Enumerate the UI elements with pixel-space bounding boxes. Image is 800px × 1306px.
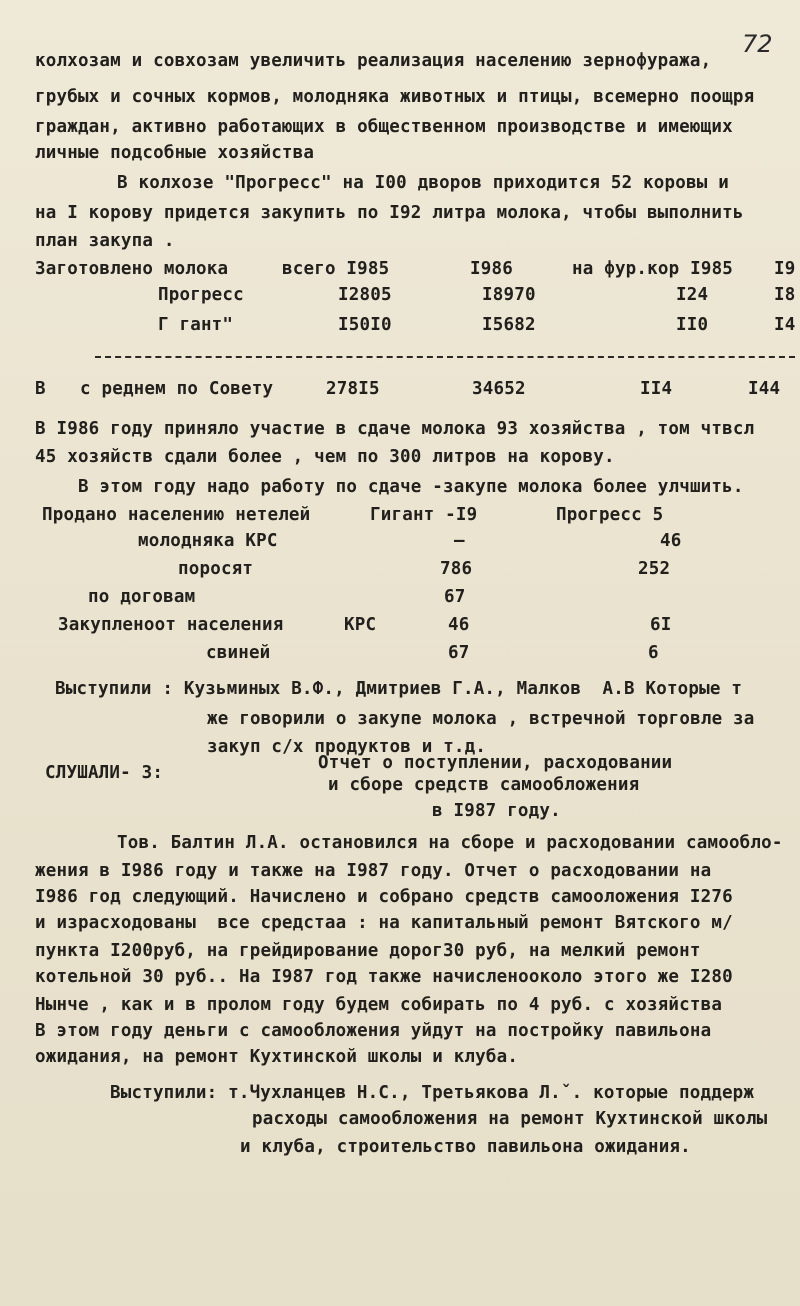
text-line: личные подсобные хозяйства — [35, 143, 315, 163]
avg-label: с реднем по Совету — [80, 379, 274, 399]
row-1985: I2805 — [338, 285, 392, 305]
text-line: жения в I986 году и также на I987 году. Отчет о расходовании на — [35, 861, 712, 881]
text-line: котельной 30 руб.. Hа I987 год также начисленооколо этого же I280 — [35, 967, 733, 987]
item-title: и сборе средств самообложения — [328, 775, 640, 795]
piglets-label: поросят — [178, 559, 254, 579]
text-line: Нынче , как и в пролом году будем собирать по 4 руб. с хозяйства — [35, 995, 723, 1015]
purchased-krs-progress: 6I — [650, 615, 672, 635]
text-line: колхозам и совхозам увеличить реализация населению зернофуража, — [35, 51, 712, 71]
dashed-divider — [95, 356, 795, 358]
avg-prefix: В — [35, 379, 46, 399]
text-line: грубых и сочных кормов, молодняка животных и птицы, всемерно поощря — [35, 87, 755, 107]
avg-per-cow: II4 — [640, 379, 673, 399]
krs-label: КРС — [344, 615, 377, 635]
text-line: Тов. Балтин Л.А. остановился на сборе и расходовании самообло- — [117, 833, 783, 853]
text-line: Выступили: т.Чухланцев Н.С., Третьякова Л.ˇ. которые поддерж — [110, 1083, 755, 1103]
text-line: и клуба, строительство павильона ожидания. — [240, 1137, 691, 1157]
contracts-gigant: 67 — [444, 587, 466, 607]
text-line: В I986 году приняло участие в сдаче молока 93 хозяйства , том чтвсл — [35, 419, 755, 439]
text-line: план закупа . — [35, 231, 175, 251]
text-line: В этом году надо работу по сдаче -закупе молока более улчшить. — [78, 477, 744, 497]
youngstock-progress: 46 — [660, 531, 682, 551]
sales-progress: Прогресс 5 — [556, 505, 664, 525]
row-name: Прогресс — [158, 285, 244, 305]
pigs-gigant: 67 — [448, 643, 470, 663]
piglets-progress: 252 — [638, 559, 671, 579]
sales-gigant: Гигант -I9 — [370, 505, 478, 525]
youngstock-label: молодняка КРС — [138, 531, 278, 551]
text-line: пункта I200руб, на грейдирование дорог30 руб, на мелкий ремонт — [35, 941, 701, 961]
avg-1985: 278I5 — [326, 379, 380, 399]
table-header-total: всего I985 — [282, 259, 390, 279]
row-name: Г гант" — [158, 315, 234, 335]
piglets-gigant: 786 — [440, 559, 473, 579]
table-header-1986: I986 — [470, 259, 513, 279]
contracts-label: по договам — [88, 587, 196, 607]
youngstock-gigant: – — [454, 531, 465, 551]
row-per-cow: II0 — [676, 315, 709, 335]
table-header-per-cow: на фур.кор I985 — [572, 259, 734, 279]
text-line: В колхозе "Прогресс" на I00 дворов приходится 52 коровы и — [117, 173, 729, 193]
table-header-edge: I9 — [774, 259, 796, 279]
row-1986: I8970 — [482, 285, 536, 305]
text-line: I986 год следующий. Начислено и собрано средств самооложения I276 — [35, 887, 733, 907]
item-heading: СЛУШАЛИ- 3: — [45, 763, 164, 783]
text-line: на I корову придется закупить по I92 литра молока, чтобы выполнить — [35, 203, 744, 223]
text-line: ожидания, на ремонт Кухтинской школы и клуба. — [35, 1047, 519, 1067]
text-line: 45 хозяйств сдали более , чем по 300 литров на корову. — [35, 447, 615, 467]
text-line: В этом году деньги с самообложения уйдут на постройку павильона — [35, 1021, 712, 1041]
purchased-krs-gigant: 46 — [448, 615, 470, 635]
sales-label: Продано населению нетелей — [42, 505, 311, 525]
text-line: и израсходованы все средстаа : на капитальный ремонт Вятского м/ — [35, 913, 733, 933]
text-line: же говорили о закупе молока , встречной торговле за — [207, 709, 755, 729]
text-line: расходы самообложения на ремонт Кухтинской школы — [252, 1109, 768, 1129]
pigs-label: свиней — [206, 643, 271, 663]
table-header-label: Заготовлено молока — [35, 259, 229, 279]
row-per-cow: I24 — [676, 285, 709, 305]
text-line: граждан, активно работающих в общественном производстве и имеющих — [35, 117, 733, 137]
row-edge: I8 — [774, 285, 796, 305]
pigs-progress: 6 — [648, 643, 659, 663]
avg-edge: I44 — [748, 379, 781, 399]
text-line: закуп с/х продуктов и т.д. — [207, 737, 487, 757]
purchased-label: Закупленоот населения — [58, 615, 284, 635]
avg-1986: 34652 — [472, 379, 526, 399]
row-1986: I5682 — [482, 315, 536, 335]
item-title: Отчет о поступлении, расходовании — [318, 753, 673, 773]
item-title: в I987 году. — [432, 801, 561, 821]
page-number: 72 — [742, 30, 773, 58]
row-edge: I4 — [774, 315, 796, 335]
row-1985: I50I0 — [338, 315, 392, 335]
text-line: Выступили : Кузьминых В.Ф., Дмитриев Г.А., Малков А.В Которые т — [55, 679, 743, 699]
